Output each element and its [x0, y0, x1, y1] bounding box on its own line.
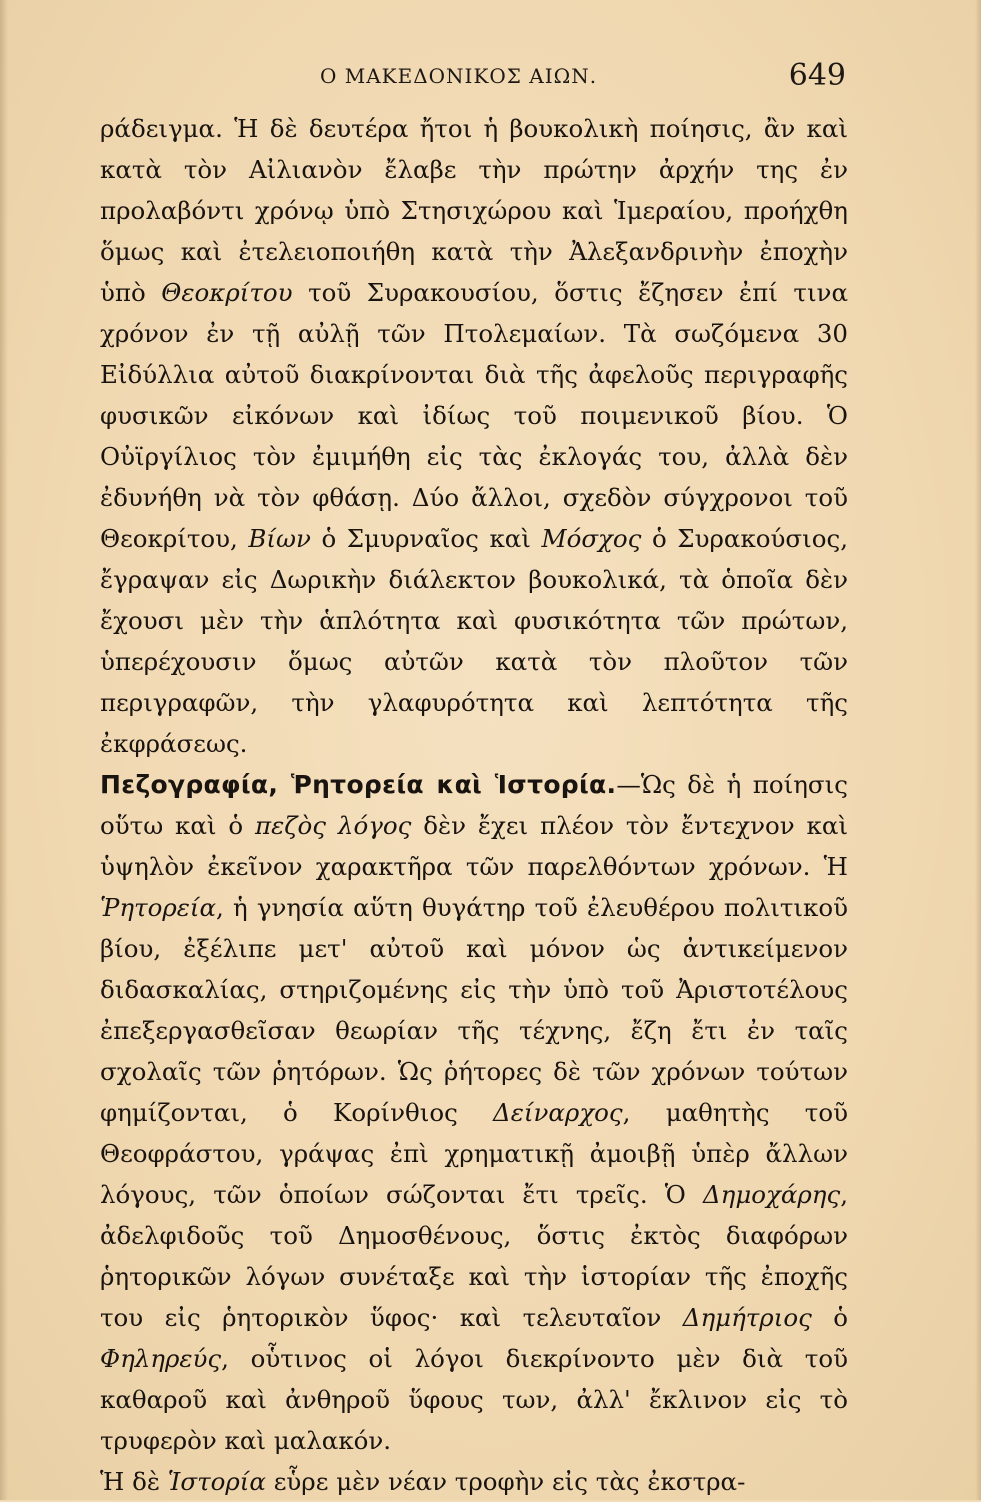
text-run: τοῦ Συρακουσίου, ὅστις ἔζησεν ἐπί τινα χρόνον ἐν τῇ αὐλῇ τῶν Πτολεμαίων. Τὰ σωζόμενα 30 Εἰδύλλια αὐτοῦ διακρίνονται διὰ τῆς ἀφελοῦς περιγραφῆς φυσικῶν εἰκόνων καὶ ἰδίως τοῦ ποιμενικοῦ βίου. Ὁ Οὐϊργίλιος τὸν ἐμιμήθη εἰς τὰς ἐκλογάς του, ἀλλὰ δὲν ἐδυνήθη νὰ τὸν φθάσῃ. Δύο ἄλλοι, σχεδὸν σύγχρονοι τοῦ Θεοκρίτου, — [100, 278, 848, 553]
page-number: 649 — [788, 58, 846, 93]
text-run: Ἡ δὲ — [100, 1467, 168, 1496]
paragraph-history — [100, 1461, 848, 1502]
italic-name-bion: Βίων — [248, 524, 311, 553]
page-edge-shadow-left — [0, 0, 8, 1500]
text-run: δὲν ἔχει πλέον τὸν ἔντεχνον καὶ ὑψηλὸν ἐκεῖνον χαρακτῆρα τῶν παρελθόντων χρόνων. Ἡ — [100, 811, 848, 881]
italic-name-moschus: Μόσχος — [541, 524, 642, 553]
text-run: ράδειγμα. Ἡ δὲ δευτέρα ἤτοι ἡ βουκολικὴ ποίησις, ἂν καὶ κατὰ τὸν Αἰλιανὸν ἔλαβε τὴν πρώτην ἀρχήν της ἐν προλαβόντι χρόνῳ ὑπὸ Στησιχώρου καὶ Ἱμεραίου, προήχθη ὅμως καὶ ἐτελειοποιήθη κατὰ τὴν Ἀλεξανδρινὴν ἐποχὴν ὑπὸ — [100, 114, 848, 307]
text-run: , μαθητὴς τοῦ Θεοφράστου, γράψας ἐπὶ χρηματικῇ ἀμοιβῇ ὑπὲρ ἄλλων λόγους, τῶν ὁποίων σώζονται ἔτι τρεῖς. Ὁ — [100, 1098, 848, 1209]
italic-name-phalereus: Φηληρεύς — [100, 1344, 222, 1373]
text-run: εὗρε μὲν νέαν τροφὴν εἰς τὰς ἐκστρα- — [265, 1467, 746, 1496]
text-run: —Ὡς δὲ ἡ ποίησις οὕτω καὶ ὁ — [100, 770, 848, 840]
page-edge-shadow-right — [975, 0, 981, 1500]
italic-name-deinarchus: Δείναρχος — [493, 1098, 623, 1127]
running-title: Ο ΜΑΚΕΔΟΝΙΚΟΣ ΑΙΩΝ. — [320, 64, 598, 88]
italic-term-history: Ἱστορία — [167, 1467, 266, 1496]
text-run: , ἀδελφιδοῦς τοῦ Δημοσθένους, ὅστις ἐκτὸς διαφόρων ῥητορικῶν λόγων συνέταξε καὶ τὴν ἱστορίαν τῆς ἐποχῆς του εἰς ῥητορικὸν ὕφος· καὶ τελευταῖον — [100, 1180, 848, 1332]
italic-term-rhetoric: Ῥητορεία — [100, 893, 217, 922]
text-run: ὁ Σμυρναῖος καὶ — [310, 524, 542, 553]
text-run: ὁ — [811, 1303, 849, 1332]
text-run: , ἡ γνησία αὕτη θυγάτηρ τοῦ ἐλευθέρου πολιτικοῦ βίου, ἐξέλιπε μετ' αὐτοῦ καὶ μόνον ὡς ἀντικείμενον διδασκαλίας, στηριζομένης εἰς τὴν ὑπὸ τοῦ Ἀριστοτέλους ἐπεξεργασθεῖσαν θεωρίαν τῆς τέχνης, ἔζη ἔτι ἐν ταῖς σχολαῖς τῶν ῥητόρων. Ὡς ῥήτορες δὲ τῶν χρόνων τούτων φημίζονται, ὁ Κορίνθιος — [100, 893, 848, 1127]
text-run: ὁ Συρακούσιος, ἔγραψαν εἰς Δωρικὴν διάλεκτον βουκολικά, τὰ ὁποῖα δὲν ἔχουσι μὲν τὴν ἁπλότητα καὶ φυσικότητα τῶν πρώτων, ὑπερέχουσιν ὅμως αὐτῶν κατὰ τὸν πλοῦτον τῶν περιγραφῶν, τὴν γλαφυρότητα καὶ λεπτότητα τῆς ἐκφράσεως. — [100, 524, 848, 758]
text-run: , οὗτινος οἱ λόγοι διεκρίνοντο μὲν διὰ τοῦ καθαροῦ καὶ ἀνθηροῦ ὕφους των, ἀλλ' ἔκλινον εἰς τὸ τρυφερὸν καὶ μαλακόν. — [100, 1344, 848, 1455]
body-text — [100, 108, 848, 1502]
italic-term-prose: πεζὸς λόγος — [255, 811, 412, 840]
paragraph-prose-rhetoric-history — [100, 764, 848, 1461]
italic-name-theocritus: Θεοκρίτου — [161, 278, 293, 307]
page-header — [100, 58, 860, 98]
italic-name-demochares: Δημοχάρης — [702, 1180, 841, 1209]
section-heading: Πεζογραφία, Ῥητορεία καὶ Ἱστορία. — [100, 770, 617, 799]
paragraph-bucolic-poetry — [100, 108, 848, 764]
italic-name-demetrius: Δημήτριος — [682, 1303, 812, 1332]
